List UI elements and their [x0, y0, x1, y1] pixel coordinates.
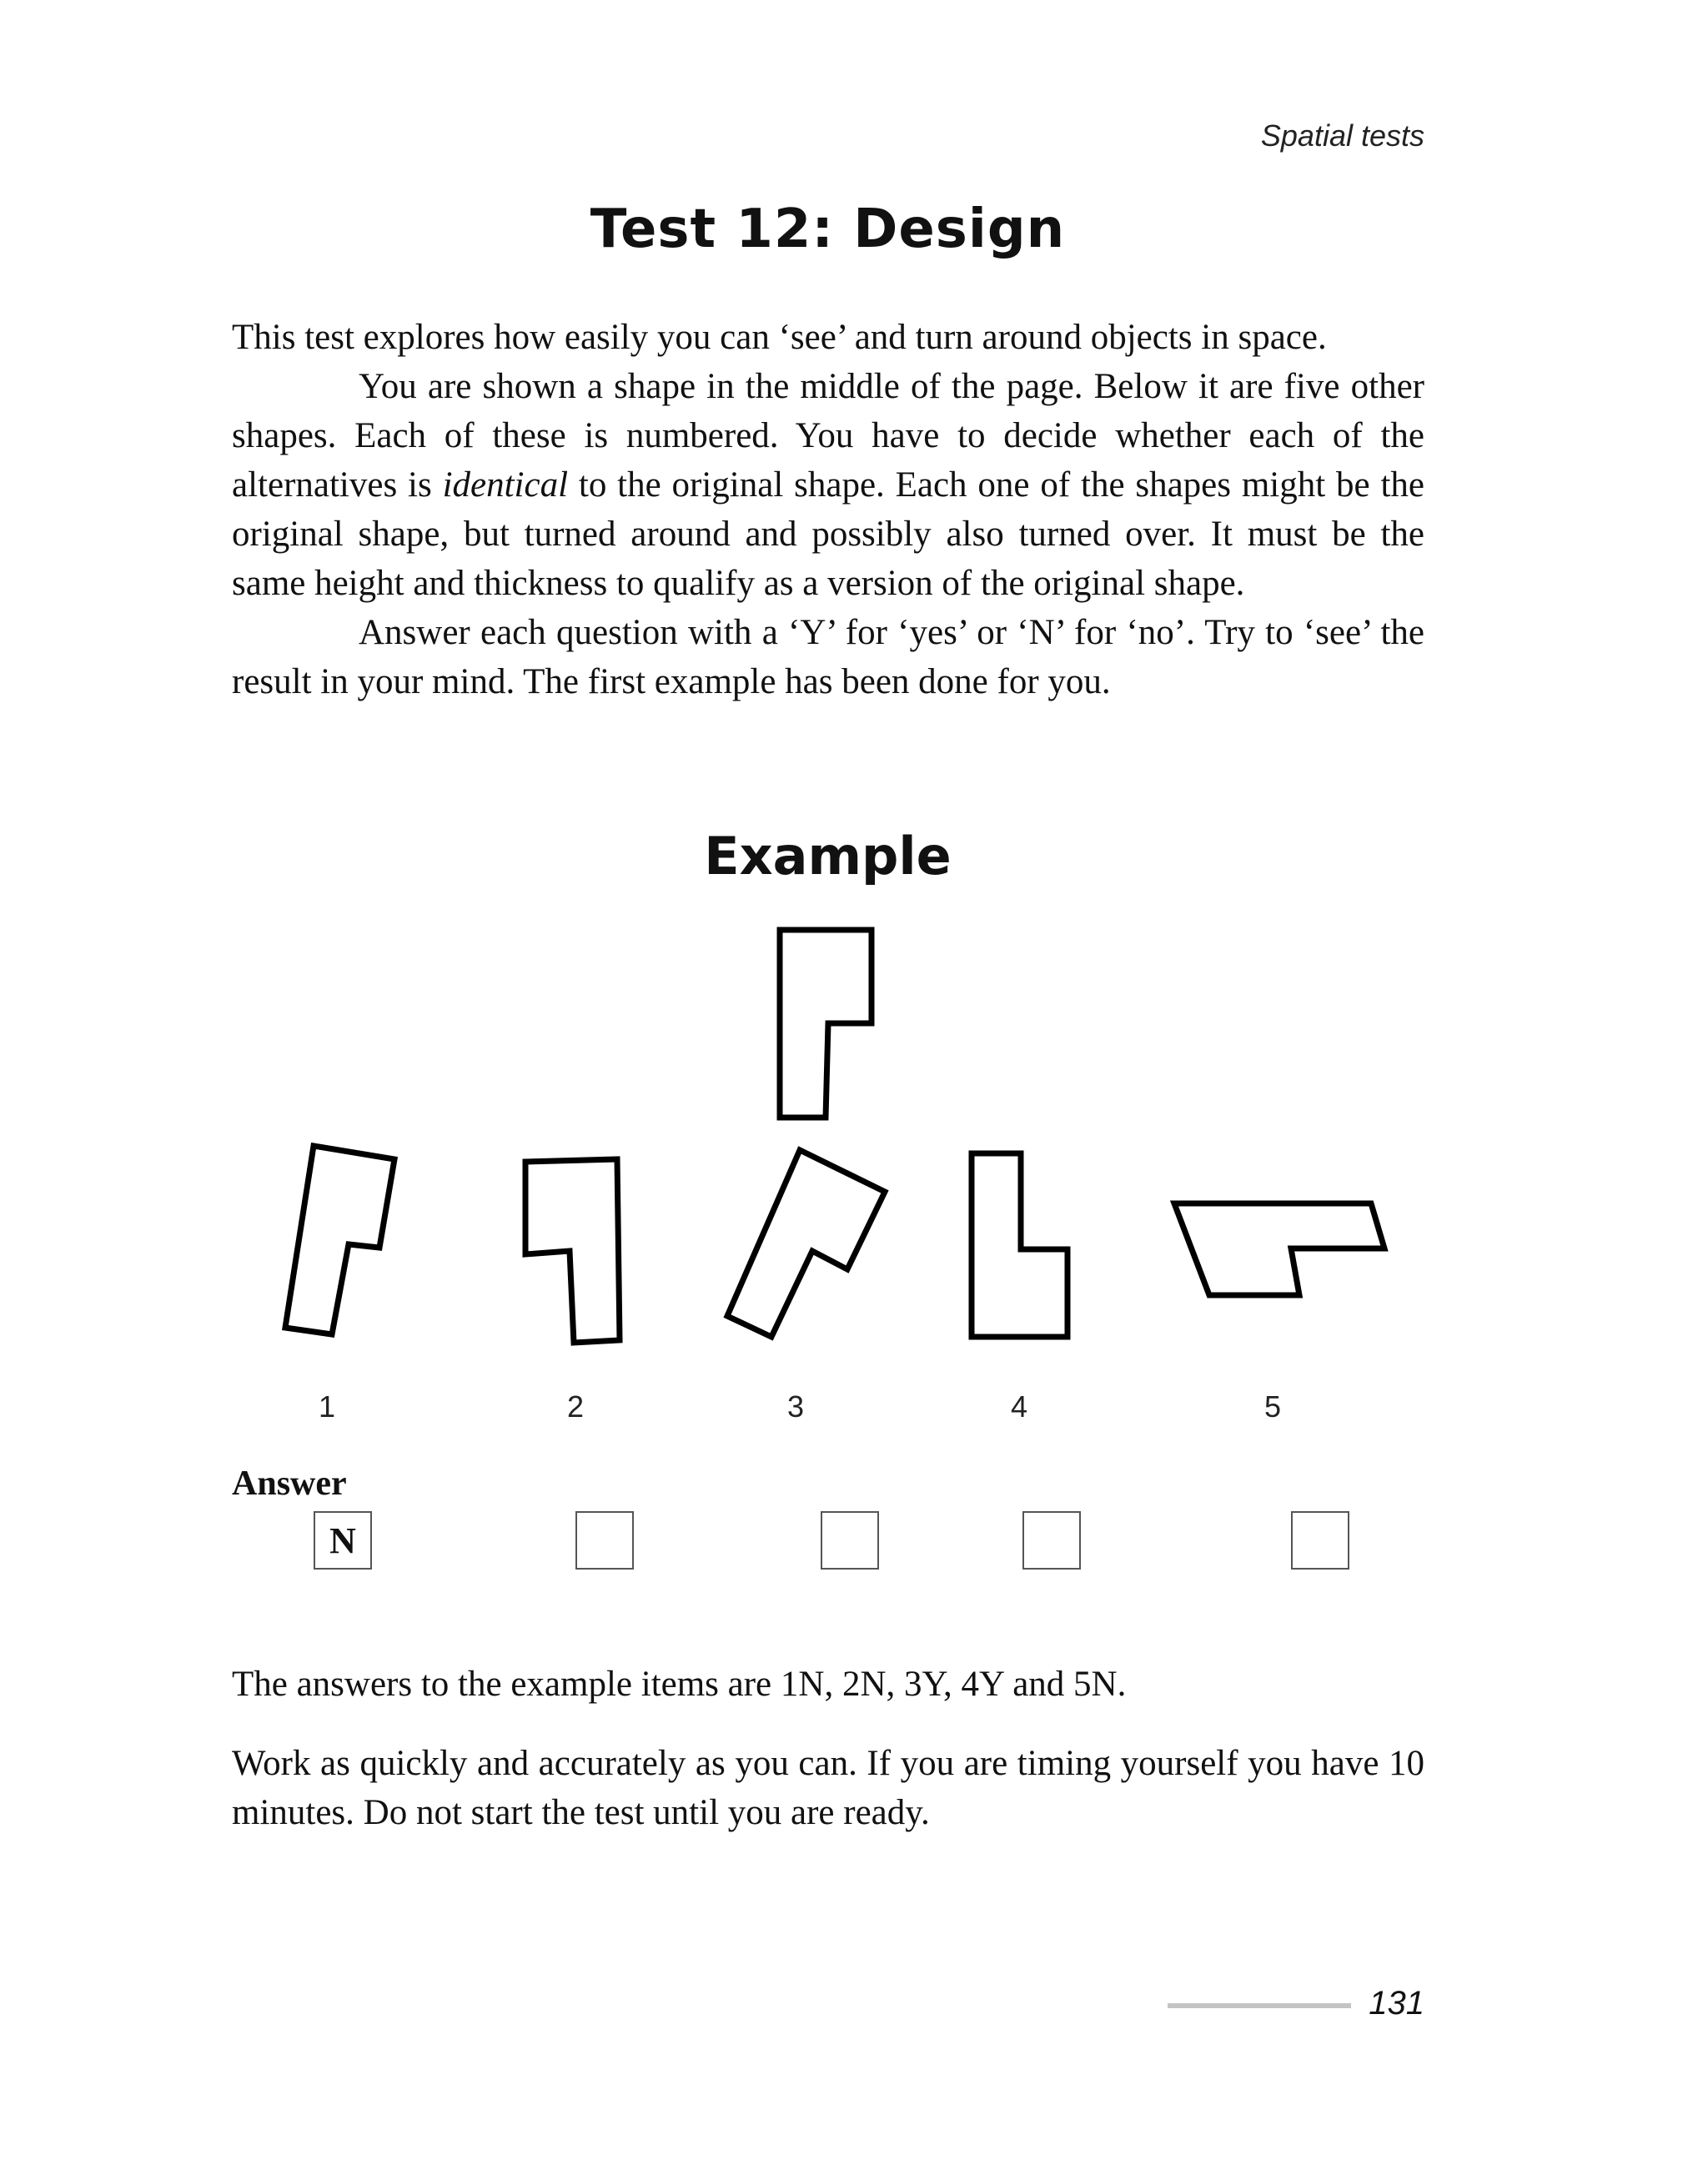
instructions-paragraph-2-start: You are shown a shape in the middle of the page. Below it are five other shapes. Each of these is numbered. You have to decide whether each of the alternatives is	[232, 367, 1424, 505]
instructions-paragraph-3: Answer each question with a ‘Y’ for ‘yes’ or ‘N’ for ‘no’. Try to ‘see’ the result in your mind. The first example has been done for you.	[232, 613, 1424, 701]
option-shape-4	[972, 1153, 1068, 1337]
original-shape	[780, 930, 872, 1118]
option-shape-2	[525, 1159, 620, 1343]
running-head: Spatial tests	[1260, 118, 1424, 153]
option-number-5: 5	[1264, 1389, 1282, 1424]
option-number-3: 3	[787, 1389, 805, 1424]
answer-box-5[interactable]	[1291, 1511, 1349, 1570]
instructions-paragraph-2-end: to the original shape. Each one of the shapes might be the original shape, but turned around and possibly also turned over. It must be the same height and thickness to qualify as a version of the original shape.	[232, 465, 1424, 603]
shape-figures	[0, 909, 1708, 1359]
instructions	[232, 313, 1424, 706]
example-title: Example	[704, 826, 952, 887]
timing-note-text: Work as quickly and accurately as you can. If you are timing yourself you have 10 minutes. Do not start the test until you are ready.	[232, 1744, 1424, 1832]
option-shape-5	[1174, 1203, 1384, 1295]
answer-box-3[interactable]	[821, 1511, 879, 1570]
instructions-paragraph-2	[232, 362, 1424, 608]
footer-rule	[1168, 2003, 1351, 2008]
answers-note-text: The answers to the example items are 1N, 2N, 3Y, 4Y and 5N.	[232, 1665, 1127, 1704]
option-shape-1	[285, 1146, 394, 1334]
answer-box-4[interactable]	[1022, 1511, 1081, 1570]
option-number-2: 2	[567, 1389, 585, 1424]
answer-box-1[interactable]: N	[314, 1511, 372, 1570]
instructions-paragraph-1: This test explores how easily you can ‘see’ and turn around objects in space.	[232, 318, 1327, 357]
option-shape-3	[727, 1150, 885, 1337]
page-title: Test 12: Design	[590, 198, 1066, 260]
timing-note	[232, 1739, 1424, 1837]
option-number-4: 4	[1011, 1389, 1028, 1424]
emphasis-identical: identical	[442, 465, 569, 505]
answers-note	[232, 1660, 1424, 1709]
page-number: 131	[1369, 1985, 1424, 2022]
answer-box-2[interactable]	[575, 1511, 634, 1570]
option-number-1: 1	[319, 1389, 336, 1424]
answer-label: Answer	[232, 1464, 347, 1503]
